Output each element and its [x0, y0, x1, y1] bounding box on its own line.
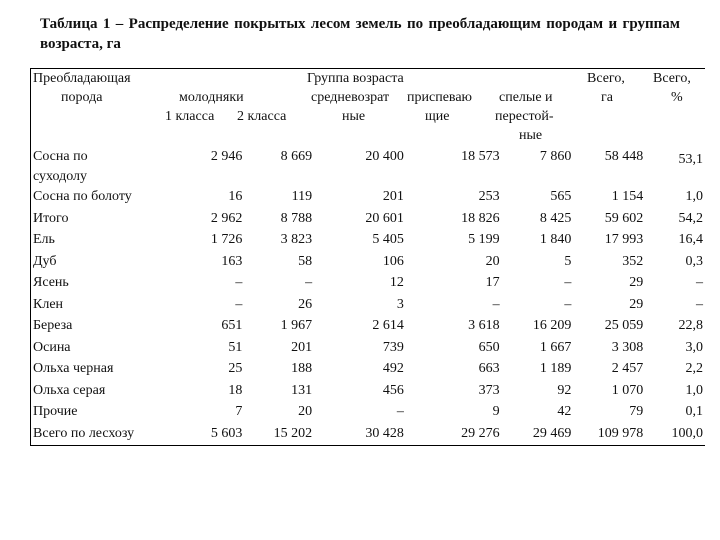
- table-row: [31, 209, 705, 231]
- header-young-class2: 2 класса: [237, 109, 287, 124]
- cell-young-class1: 651: [221, 318, 243, 333]
- species-name: Ольха серая: [33, 382, 106, 398]
- cell-young-class2: 8 669: [280, 149, 313, 164]
- cell-species: [31, 209, 161, 231]
- cell-species: [31, 381, 161, 403]
- forest-age-table: [30, 68, 705, 446]
- header-middle-line2: ные: [342, 109, 366, 124]
- cell-mature: 5: [564, 253, 572, 269]
- header-mature-line2: перестой-: [495, 109, 554, 124]
- cell-young-class1: 2 962: [210, 210, 243, 226]
- table-row: [31, 230, 705, 252]
- cell-total-ha: 109 978: [597, 425, 644, 441]
- cell-species: [31, 230, 161, 252]
- species-name: Итого: [33, 210, 69, 226]
- cell-species: [31, 338, 161, 360]
- header-total-ha-line1: Всего,: [587, 71, 625, 86]
- cell-species: [31, 316, 161, 338]
- cell-ripening: 5 199: [468, 232, 500, 247]
- cell-young-class2: 188: [291, 361, 313, 376]
- cell-mature: 8 425: [539, 210, 572, 226]
- header-mature-line3: ные: [519, 128, 543, 143]
- cell-middle-aged: 492: [382, 361, 404, 376]
- species-name: Дуб: [33, 253, 57, 269]
- header-middle-line1: средневозрат: [311, 90, 390, 105]
- cell-ripening: 18 826: [461, 210, 500, 226]
- header-mature-line1: спелые и: [499, 90, 553, 105]
- species-name: Прочие: [33, 404, 78, 419]
- cell-species: [31, 252, 161, 274]
- cell-mature: 565: [550, 189, 572, 204]
- table-caption: Таблица 1 – Распределение покрытых лесом земель по преобладающим породам и группам возраста, га: [40, 16, 680, 52]
- table-row: [31, 381, 705, 403]
- cell-total-ha: 29: [629, 296, 644, 312]
- cell-total-ha: 58 448: [604, 149, 644, 164]
- cell-middle-aged: 201: [382, 189, 404, 204]
- cell-young-class1: –: [235, 296, 243, 312]
- cell-young-class2: 26: [298, 296, 313, 312]
- cell-total-percent: 53,1: [678, 152, 704, 167]
- cell-species: [31, 402, 161, 424]
- cell-young-class2: 131: [291, 382, 313, 398]
- table-header: [31, 69, 705, 147]
- header-species-line1: Преобладающая: [33, 71, 131, 86]
- cell-middle-aged: 2 614: [372, 318, 404, 333]
- cell-total-ha: 29: [629, 275, 644, 290]
- header-species-line2: порода: [61, 90, 103, 105]
- cell-ripening: 29 276: [461, 425, 500, 441]
- cell-ripening: 373: [478, 382, 500, 398]
- cell-ripening: 17: [485, 275, 500, 290]
- cell-ripening: –: [492, 296, 500, 312]
- species-name: Всего по лесхозу: [33, 425, 135, 441]
- header-ripening-line2: щие: [425, 109, 450, 124]
- cell-mature: 1 840: [539, 232, 572, 247]
- cell-young-class1: 16: [228, 189, 243, 204]
- cell-young-class1: –: [235, 275, 243, 290]
- table-row: [31, 252, 705, 274]
- cell-species: [31, 359, 161, 381]
- cell-total-ha: 3 308: [611, 339, 644, 355]
- cell-total-percent: 1,0: [685, 189, 704, 204]
- cell-middle-aged: 739: [382, 339, 404, 355]
- header-age-group: Группа возраста: [307, 71, 404, 86]
- table-row: [31, 359, 705, 381]
- cell-total-percent: 100,0: [671, 425, 704, 441]
- cell-ripening: 650: [478, 339, 500, 355]
- cell-young-class1: 163: [221, 253, 243, 269]
- table-row: [31, 338, 705, 360]
- table-body: [31, 147, 705, 445]
- cell-young-class1: 25: [228, 361, 243, 376]
- cell-total-percent: –: [696, 275, 704, 290]
- table-row: [31, 295, 705, 317]
- species-name: Береза: [33, 318, 73, 333]
- cell-middle-aged: 456: [382, 382, 404, 398]
- cell-mature: 16 209: [532, 318, 572, 333]
- cell-middle-aged: –: [396, 404, 404, 419]
- cell-total-percent: 0,1: [685, 404, 704, 419]
- cell-young-class2: 119: [291, 189, 313, 204]
- table-row: [31, 424, 705, 446]
- cell-mature: 1 189: [539, 361, 572, 376]
- cell-total-percent: 16,4: [678, 232, 704, 247]
- header-young: молодняки: [179, 90, 244, 105]
- cell-young-class2: –: [305, 275, 313, 290]
- cell-total-ha: 1 154: [611, 189, 644, 204]
- table-row: [31, 187, 705, 209]
- cell-mature: 92: [557, 382, 572, 398]
- cell-total-percent: 2,2: [685, 361, 704, 376]
- cell-young-class1: 51: [228, 339, 243, 355]
- species-name: Ольха черная: [33, 361, 114, 376]
- cell-middle-aged: 3: [396, 296, 404, 312]
- header-total-pct-line1: Всего,: [653, 71, 691, 86]
- table-row: [31, 147, 705, 187]
- cell-middle-aged: 30 428: [365, 425, 404, 441]
- cell-middle-aged: 106: [382, 253, 404, 269]
- cell-middle-aged: 20 400: [365, 149, 404, 164]
- cell-young-class2: 58: [298, 253, 313, 269]
- cell-species: [31, 147, 161, 187]
- species-name: Осина: [33, 339, 71, 355]
- cell-species: [31, 424, 161, 446]
- species-name: Сосна по: [33, 149, 88, 164]
- cell-total-ha: 1 070: [611, 382, 644, 398]
- header-total-pct-line2: %: [671, 90, 683, 105]
- cell-young-class2: 20: [298, 404, 313, 419]
- cell-young-class2: 1 967: [280, 318, 313, 333]
- species-name: Ель: [33, 232, 55, 247]
- species-name-line2: суходолу: [33, 169, 88, 184]
- cell-ripening: 18 573: [461, 149, 500, 164]
- cell-ripening: 9: [492, 404, 500, 419]
- table-row: [31, 316, 705, 338]
- cell-young-class1: 18: [228, 382, 243, 398]
- cell-young-class2: 201: [291, 339, 313, 355]
- species-name: Сосна по болоту: [33, 189, 132, 204]
- cell-species: [31, 187, 161, 209]
- table-row: [31, 273, 705, 295]
- cell-species: [31, 273, 161, 295]
- cell-middle-aged: 20 601: [365, 210, 404, 226]
- header-ripening-line1: приспеваю: [407, 90, 473, 105]
- cell-total-ha: 352: [622, 253, 644, 269]
- cell-total-ha: 17 993: [604, 232, 644, 247]
- cell-young-class1: 2 946: [210, 149, 243, 164]
- cell-mature: 42: [557, 404, 572, 419]
- cell-mature: –: [564, 296, 572, 312]
- cell-young-class1: 7: [235, 404, 243, 419]
- cell-total-percent: 3,0: [685, 339, 704, 355]
- cell-total-percent: 0,3: [685, 253, 704, 269]
- cell-ripening: 3 618: [468, 318, 500, 333]
- species-name: Ясень: [33, 275, 69, 290]
- cell-ripening: 20: [485, 253, 500, 269]
- cell-total-ha: 59 602: [604, 210, 644, 226]
- cell-young-class2: 15 202: [273, 425, 313, 441]
- cell-total-ha: 79: [629, 404, 644, 419]
- cell-total-percent: –: [696, 296, 704, 312]
- cell-young-class2: 8 788: [280, 210, 313, 226]
- cell-ripening: 663: [478, 361, 500, 376]
- cell-species: [31, 295, 161, 317]
- cell-total-percent: 22,8: [678, 318, 704, 333]
- species-name: Клен: [33, 296, 64, 312]
- cell-mature: 29 469: [532, 425, 572, 441]
- header-total-ha-line2: га: [601, 90, 613, 105]
- cell-middle-aged: 5 405: [372, 232, 404, 247]
- cell-young-class1: 1 726: [210, 232, 243, 247]
- cell-total-ha: 25 059: [604, 318, 644, 333]
- table-row: [31, 402, 705, 424]
- cell-young-class2: 3 823: [280, 232, 313, 247]
- cell-mature: 1 667: [539, 339, 572, 355]
- cell-total-ha: 2 457: [611, 361, 644, 376]
- cell-young-class1: 5 603: [210, 425, 243, 441]
- cell-mature: 7 860: [539, 149, 572, 164]
- cell-total-percent: 54,2: [678, 210, 704, 226]
- header-young-class1: 1 класса: [165, 109, 215, 124]
- cell-total-percent: 1,0: [685, 382, 704, 398]
- cell-ripening: 253: [478, 189, 500, 204]
- cell-mature: –: [564, 275, 572, 290]
- cell-middle-aged: 12: [389, 275, 404, 290]
